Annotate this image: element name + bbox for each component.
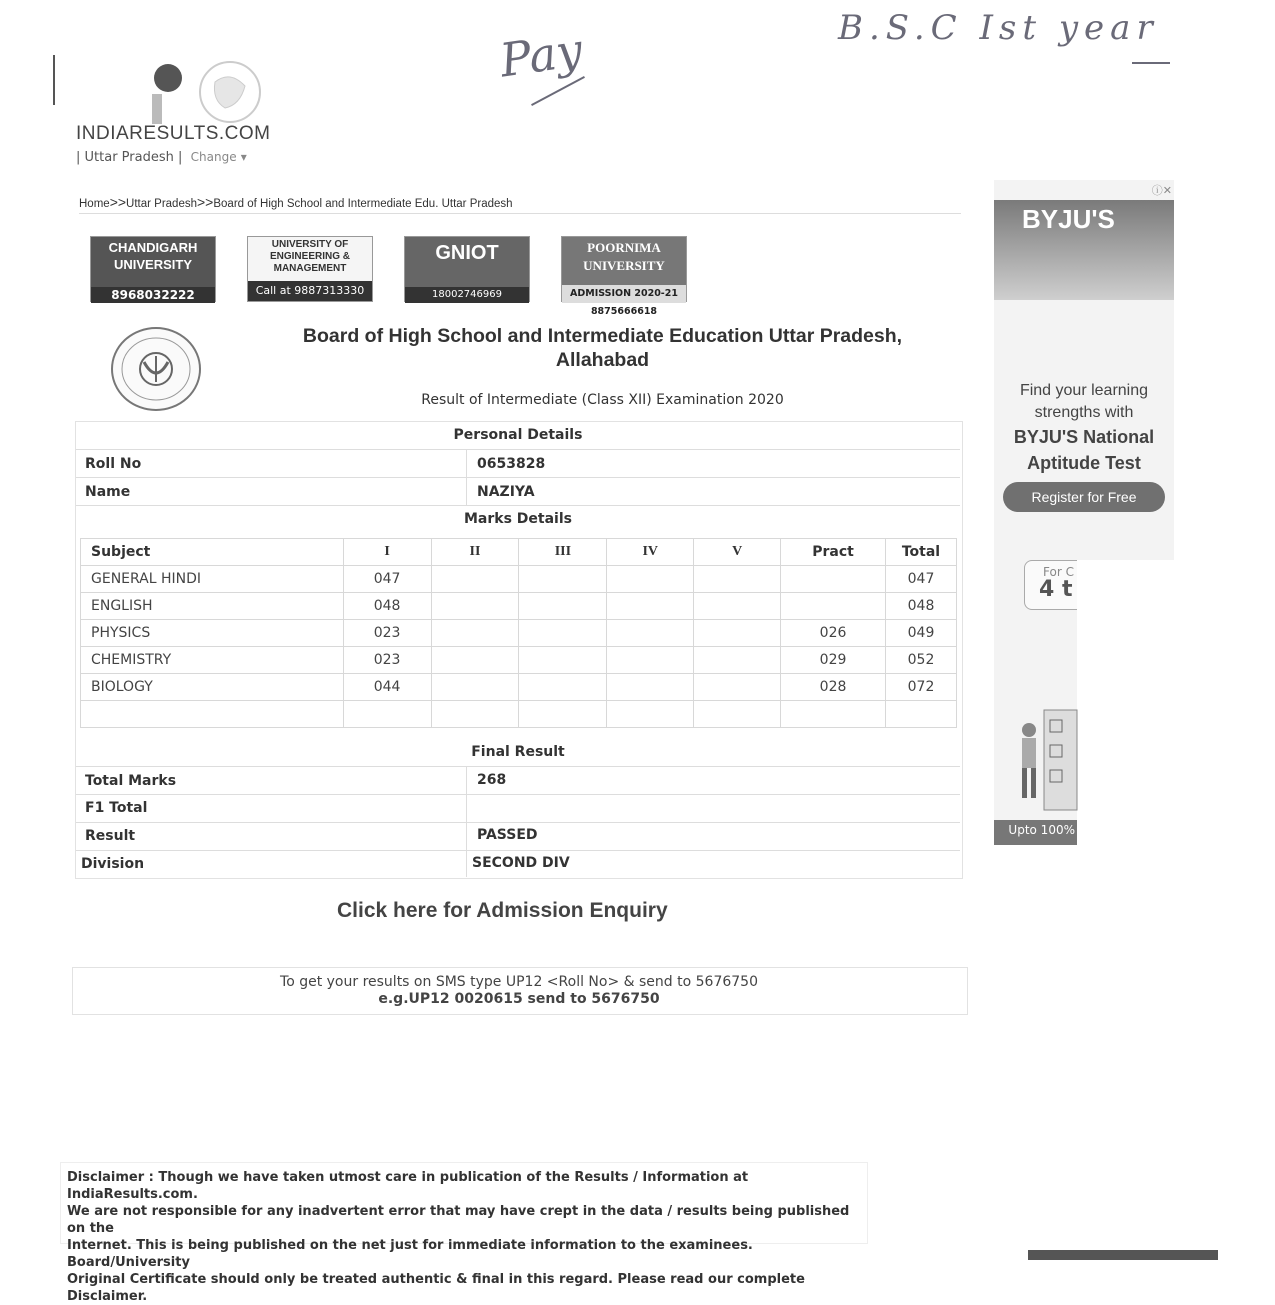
table-row xyxy=(81,566,957,593)
site-logo-text[interactable]: INDIARESULTS.COM xyxy=(76,123,271,144)
final-result-header: Final Result xyxy=(76,744,960,767)
name-label: Name xyxy=(85,484,131,500)
personal-col-divider xyxy=(466,450,467,506)
table-row-empty xyxy=(81,701,957,728)
byjus-text-3: BYJU'S National xyxy=(1013,427,1155,447)
disclaimer-line-2: We are not responsible for any inadvertent error that may have crept in the data / results being published on the xyxy=(67,1204,850,1236)
breadcrumb-board: Board of High School and Intermediate Edu. Uttar Pradesh xyxy=(213,198,513,210)
promo-illustration xyxy=(994,620,1077,820)
total-cell: 047 xyxy=(885,566,956,593)
breadcrumb-separator: >> xyxy=(197,194,214,210)
board-title-line2: Allahabad xyxy=(555,349,650,371)
marks-table-header-row xyxy=(81,539,957,566)
ad-chandigarh-university[interactable] xyxy=(90,236,216,302)
promo-text-2: 4 t xyxy=(1039,577,1073,602)
byjus-brand: BYJU'S xyxy=(1022,204,1115,234)
practical-cell xyxy=(781,701,886,728)
margin-mark xyxy=(53,55,55,105)
byjus-side-ad[interactable] xyxy=(994,180,1174,845)
handwritten-note-left: Pay xyxy=(496,22,586,88)
marks-cell xyxy=(607,647,694,674)
marks-table xyxy=(80,538,957,728)
total-cell: 072 xyxy=(885,674,956,701)
site-logo[interactable] xyxy=(140,60,270,130)
roll-label: Roll No xyxy=(85,456,142,472)
ad-title: GNIOT xyxy=(405,237,529,287)
total-cell: 052 xyxy=(885,647,956,674)
ad-subtitle: 18002746969 xyxy=(405,287,529,303)
ad-title: CHANDIGARH UNIVERSITY xyxy=(91,237,215,287)
personal-details-header: Personal Details xyxy=(76,427,960,450)
marks-cell xyxy=(431,620,519,647)
result-value: PASSED xyxy=(477,827,538,843)
marks-cell xyxy=(431,674,519,701)
breadcrumb-home[interactable]: Home xyxy=(79,198,110,210)
handwritten-note-right: B.S.C Ist year xyxy=(838,8,1159,48)
table-row xyxy=(81,620,957,647)
marks-cell xyxy=(694,674,781,701)
byjus-text-1: Find your learning xyxy=(1019,382,1149,399)
col-header-practical: Pract xyxy=(781,539,886,566)
total-cell: 049 xyxy=(885,620,956,647)
board-seal-icon xyxy=(110,326,202,412)
marks-cell xyxy=(694,647,781,674)
marks-cell xyxy=(694,701,781,728)
disclaimer-line-1: Disclaimer : Though we have taken utmost care in publication of the Results / Information at IndiaResults.com. xyxy=(67,1170,749,1202)
subject-cell xyxy=(81,701,344,728)
total-cell xyxy=(885,701,956,728)
change-state-link[interactable]: Change xyxy=(190,150,237,164)
register-free-button[interactable]: Register for Free xyxy=(1003,482,1165,512)
marks-cell xyxy=(694,620,781,647)
practical-cell: 028 xyxy=(781,674,886,701)
marks-cell xyxy=(431,647,519,674)
marks-cell: 044 xyxy=(343,674,431,701)
sms-line-2: e.g.UP12 0020615 send to 5676750 xyxy=(378,991,660,1007)
ad-title: UNIVERSITY OF ENGINEERING & MANAGEMENT xyxy=(248,237,372,281)
byjus-text-2: strengths with xyxy=(1034,404,1134,421)
table-row xyxy=(81,647,957,674)
breadcrumb-divider xyxy=(79,213,961,214)
subject-cell: CHEMISTRY xyxy=(81,647,344,674)
marks-cell: 047 xyxy=(343,566,431,593)
state-separator: | xyxy=(76,150,85,165)
promo-text-1: For C xyxy=(1043,565,1074,579)
practical-cell: 026 xyxy=(781,620,886,647)
practical-cell xyxy=(781,593,886,620)
site-logo-icon xyxy=(140,60,270,130)
marks-cell xyxy=(519,674,607,701)
marks-cell xyxy=(519,701,607,728)
marks-cell xyxy=(519,593,607,620)
disclaimer-line-3: Internet. This is being published on the net just for immediate information to the examinees. Board/University xyxy=(67,1238,753,1270)
col-header-paper-5: V xyxy=(694,539,781,566)
division-value: SECOND DIV xyxy=(472,855,570,871)
scan-edge xyxy=(1028,1250,1218,1260)
marks-cell xyxy=(519,620,607,647)
marks-cell xyxy=(431,593,519,620)
handwritten-underline-right xyxy=(1132,62,1170,64)
practical-cell: 029 xyxy=(781,647,886,674)
practical-cell xyxy=(781,566,886,593)
f1-total-row xyxy=(76,795,960,823)
marks-cell: 023 xyxy=(343,647,431,674)
marks-cell xyxy=(694,566,781,593)
total-marks-label: Total Marks xyxy=(85,773,177,789)
breadcrumb-state[interactable]: Uttar Pradesh xyxy=(126,198,197,210)
marks-cell xyxy=(607,674,694,701)
ad-subtitle: Call at 9887313330 xyxy=(248,281,372,301)
col-header-paper-1: I xyxy=(343,539,431,566)
total-marks-row xyxy=(76,767,960,795)
ad-gniot[interactable] xyxy=(404,236,530,302)
total-marks-value: 268 xyxy=(477,772,507,788)
disclaimer-text xyxy=(67,1169,862,1305)
result-label: Result xyxy=(85,828,136,844)
ad-subtitle: 8968032222 xyxy=(91,287,215,303)
col-header-paper-4: IV xyxy=(607,539,694,566)
board-title xyxy=(270,324,935,372)
subject-cell: BIOLOGY xyxy=(81,674,344,701)
marks-cell: 048 xyxy=(343,593,431,620)
marks-cell xyxy=(607,701,694,728)
state-name: Uttar Pradesh xyxy=(84,150,174,165)
total-cell: 048 xyxy=(885,593,956,620)
breadcrumb xyxy=(79,194,513,210)
marks-cell xyxy=(694,593,781,620)
marks-cell xyxy=(519,647,607,674)
exam-title: Result of Intermediate (Class XII) Examination 2020 xyxy=(421,392,784,408)
col-header-paper-2: II xyxy=(431,539,519,566)
breadcrumb-separator: >> xyxy=(109,194,127,210)
promo-footer: Upto 100% xyxy=(994,820,1077,845)
byjus-text-4: Aptitude Test xyxy=(1027,453,1141,473)
col-header-subject: Subject xyxy=(81,539,344,566)
subject-cell: ENGLISH xyxy=(81,593,344,620)
state-selector: | Uttar Pradesh | Change ▾ xyxy=(76,150,247,165)
subject-cell: GENERAL HINDI xyxy=(81,566,344,593)
chevron-down-icon[interactable]: ▾ xyxy=(240,150,247,164)
sms-line-1: To get your results on SMS type UP12 <Roll No> & send to 5676750 xyxy=(280,974,758,990)
table-row xyxy=(81,674,957,701)
ad-subtitle: ADMISSION 2020-21 8875666618 xyxy=(562,285,686,303)
admission-enquiry-link[interactable]: Click here for Admission Enquiry xyxy=(337,899,668,922)
division-label: Division xyxy=(81,856,145,872)
col-header-paper-3: III xyxy=(519,539,607,566)
marks-cell xyxy=(607,593,694,620)
marks-cell: 023 xyxy=(343,620,431,647)
ad-poornima-university[interactable] xyxy=(561,236,687,317)
promo-cutout xyxy=(1077,560,1174,845)
marks-cell xyxy=(431,566,519,593)
ad-choices-icon[interactable]: ⓘ✕ xyxy=(1151,184,1172,197)
name-value: NAZIYA xyxy=(477,484,535,500)
ad-title: POORNIMA UNIVERSITY xyxy=(562,237,686,285)
marks-details-header: Marks Details xyxy=(464,511,572,527)
byjus-banner xyxy=(994,200,1174,300)
subject-cell: PHYSICS xyxy=(81,620,344,647)
marks-cell xyxy=(519,566,607,593)
marks-cell xyxy=(431,701,519,728)
roll-value: 0653828 xyxy=(477,456,546,472)
sms-info-text xyxy=(72,974,966,1008)
marks-cell xyxy=(343,701,431,728)
f1-total-label: F1 Total xyxy=(85,800,148,816)
ad-university-engineering[interactable] xyxy=(247,236,373,302)
marks-cell xyxy=(607,620,694,647)
teacher-board-icon xyxy=(994,620,1077,820)
byjus-text xyxy=(994,380,1174,476)
col-header-total: Total xyxy=(885,539,956,566)
board-title-line1: Board of High School and Intermediate Education Uttar Pradesh, xyxy=(302,325,903,347)
disclaimer-line-4[interactable]: Original Certificate should only be treated authentic & final in this regard. Please read our complete Disclaimer. xyxy=(67,1272,805,1304)
marks-cell xyxy=(607,566,694,593)
table-row xyxy=(81,593,957,620)
